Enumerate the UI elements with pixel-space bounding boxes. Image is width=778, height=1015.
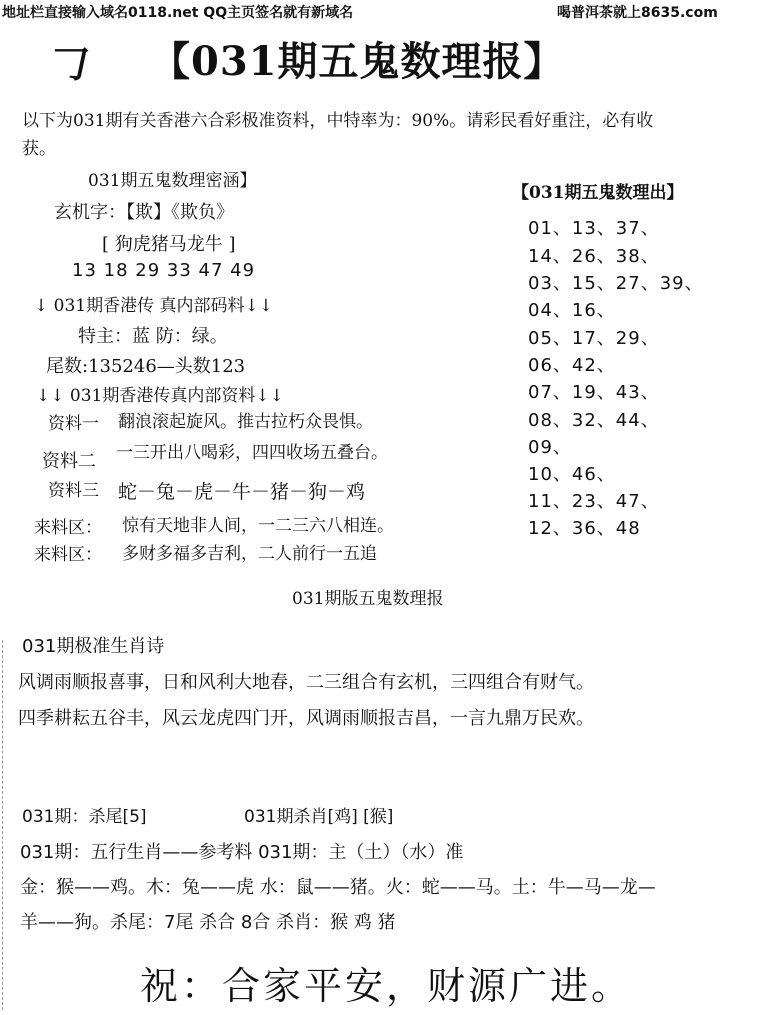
wuxing-title: 031期：五行生肖——参考料 031期：主（土）（水）准: [20, 842, 464, 863]
list-item: 04、16、: [528, 300, 616, 321]
logo-glyph: 𠃌: [42, 40, 93, 87]
header-left-text: 地址栏直接输入域名0118.net QQ主页签名就有新域名: [2, 5, 354, 21]
list-item: 10、46、: [528, 464, 616, 485]
te-zhu-line: 特主：蓝 防：绿。: [78, 326, 228, 347]
info2-text: 一三开出八喝彩，四四收场五叠台。: [116, 443, 388, 463]
poem-line-2: 四季耕耘五谷丰，风云龙虎四门开，风调雨顺报吉昌，一言九鼎万民欢。: [18, 708, 594, 729]
source2-label: 来料区：: [34, 545, 102, 565]
hk-code-title: ↓ 031期香港传 真内部码料↓↓: [34, 296, 273, 316]
list-item: 09、: [528, 437, 572, 458]
list-item: 06、42、: [528, 355, 616, 376]
animals-line: [ 狗虎猪马龙牛 ]: [102, 234, 236, 255]
wuxing-line-2: 羊——狗。杀尾：7尾 杀合 8合 杀肖：猴 鸡 猪: [20, 912, 396, 933]
hk-info-title: ↓↓ 031期香港传真内部资料↓↓: [36, 386, 284, 406]
list-item: 03、15、27、39、: [528, 273, 704, 294]
info1-text: 翻浪滚起旋风。推古拉朽众畏惧。: [118, 412, 373, 432]
poem-title: 031期极准生肖诗: [22, 636, 165, 657]
list-item: 12、36、48: [528, 518, 641, 539]
info1-label: 资料一: [48, 414, 99, 434]
intro-line-2: 获。: [22, 139, 56, 159]
left-edge-divider: [2, 640, 3, 1010]
mi-han-title: 031期五鬼数理密涵】: [88, 171, 257, 191]
info3-text: 蛇－兔－虎－牛－猪－狗－鸡: [118, 481, 366, 503]
page-title: 【031期五鬼数理报】: [150, 38, 565, 85]
source2-text: 多财多福多吉利，二人前行一五追: [122, 544, 377, 564]
poem-line-1: 风调雨顺报喜事，日和风利大地春，二三组合有玄机，三四组合有财气。: [18, 672, 594, 693]
list-item: 08、32、44、: [528, 410, 660, 431]
numbers-line: 13 18 29 33 47 49: [72, 260, 256, 281]
right-title: 【031期五鬼数理出】: [512, 183, 684, 203]
intro-line-1: 以下为031期有关香港六合彩极准资料，中特率为：90%。请彩民看好重注，必有收: [22, 111, 654, 131]
info3-label: 资料三: [48, 481, 99, 501]
sha-wei-line: 031期：杀尾[5]: [22, 807, 147, 827]
list-item: 11、23、47、: [528, 491, 660, 512]
wei-shu-line: 尾数:135246—头数123: [46, 356, 246, 377]
sha-xiao-line: 031期杀肖[鸡] [猴]: [244, 807, 394, 827]
edition-title: 031期版五鬼数理报: [292, 589, 444, 609]
xuanji-line: 玄机字：【欺】《欺负》: [54, 202, 234, 223]
blessing-line: 祝：合家平安，财源广进。: [140, 964, 633, 1008]
list-item: 07、19、43、: [528, 382, 660, 403]
source1-label: 来料区：: [34, 518, 102, 538]
list-item: 01、13、37、: [528, 218, 660, 239]
source1-text: 惊有天地非人间，一二三六八相连。: [122, 516, 394, 536]
info2-label: 资料二: [42, 451, 96, 472]
header-right-text: 喝普洱茶就上8635.com: [557, 5, 718, 21]
list-item: 05、17、29、: [528, 328, 660, 349]
wuxing-line-1: 金：猴——鸡。木：兔——虎 水：鼠——猪。火：蛇——马。土：牛—马—龙—: [20, 877, 656, 898]
list-item: 14、26、38、: [528, 246, 660, 267]
